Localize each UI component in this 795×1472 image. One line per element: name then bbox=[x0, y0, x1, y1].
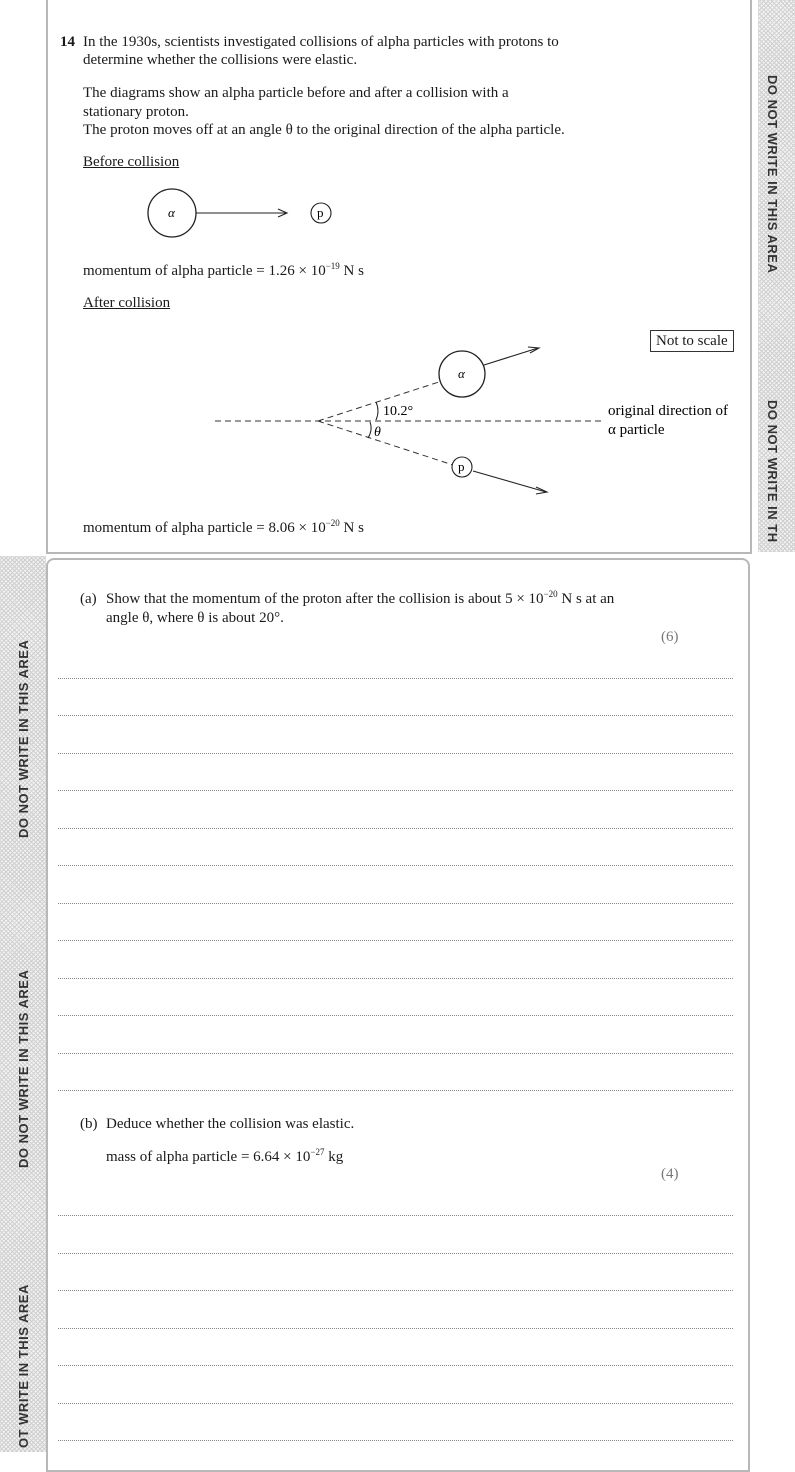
after-collision-diagram bbox=[200, 340, 760, 505]
answer-line-b7[interactable] bbox=[58, 1440, 733, 1441]
part-a-line-2: angle θ, where θ is about 20°. bbox=[106, 610, 284, 626]
original-direction-label-2: α particle bbox=[608, 422, 665, 438]
desc-line-1: The diagrams show an alpha particle before and after a collision with a bbox=[83, 85, 509, 101]
answer-line-b4[interactable] bbox=[58, 1328, 733, 1329]
alpha-path-dashed bbox=[318, 381, 442, 421]
angle-arc-lower bbox=[368, 422, 371, 438]
answer-line-b6[interactable] bbox=[58, 1403, 733, 1404]
desc-line-3: The proton moves off at an angle θ to the original direction of the alpha particle. bbox=[83, 122, 565, 138]
alpha-after-arrow bbox=[484, 348, 538, 365]
proton-path-dashed bbox=[318, 421, 453, 465]
intro-line-2: determine whether the collisions were elastic. bbox=[83, 52, 358, 68]
momentum-after: momentum of alpha particle = $8.06 \times 10^{-20}$ N s bbox=[83, 518, 364, 536]
part-a-marks: (6) bbox=[661, 629, 679, 645]
margin-warning-right-bottom: DO NOT WRITE IN TH bbox=[765, 400, 780, 543]
part-b-text: Deduce whether the collision was elastic. bbox=[106, 1116, 355, 1132]
proton-after-arrow bbox=[473, 471, 546, 492]
answer-line-a8[interactable] bbox=[58, 940, 733, 941]
answer-line-b1[interactable] bbox=[58, 1215, 733, 1216]
before-collision-heading: Before collision bbox=[83, 154, 180, 170]
answer-line-a5[interactable] bbox=[58, 828, 733, 829]
answer-line-a6[interactable] bbox=[58, 865, 733, 866]
intro-line-1: In the 1930s, scientists investigated collisions of alpha particles with protons to bbox=[83, 34, 559, 50]
original-direction-label-1: original direction of bbox=[608, 403, 728, 419]
proton-symbol: p bbox=[317, 205, 324, 220]
proton-after-symbol: p bbox=[458, 459, 465, 474]
answer-line-a2[interactable] bbox=[58, 715, 733, 716]
answer-line-a7[interactable] bbox=[58, 903, 733, 904]
answer-line-a4[interactable] bbox=[58, 790, 733, 791]
not-to-scale-label: Not to scale bbox=[650, 330, 734, 352]
answer-line-b5[interactable] bbox=[58, 1365, 733, 1366]
answer-line-a10[interactable] bbox=[58, 1015, 733, 1016]
answer-line-a9[interactable] bbox=[58, 978, 733, 979]
answer-line-a11[interactable] bbox=[58, 1053, 733, 1054]
answer-line-a3[interactable] bbox=[58, 753, 733, 754]
desc-line-2: stationary proton. bbox=[83, 104, 189, 120]
part-b-marks: (4) bbox=[661, 1166, 679, 1182]
alpha-after-arrowhead bbox=[528, 347, 539, 353]
margin-warning-left-2: DO NOT WRITE IN THIS AREA bbox=[16, 969, 31, 1168]
before-collision-diagram bbox=[140, 185, 340, 241]
momentum-before: momentum of alpha particle = $1.26 \times 10^{-19}$ N s bbox=[83, 261, 364, 279]
part-b-label: (b) bbox=[80, 1116, 98, 1132]
part-a-line-1: Show that the momentum of the proton after the collision is about $5 \times 10^{-20}$ N s at an bbox=[106, 589, 615, 607]
margin-warning-left-1: DO NOT WRITE IN THIS AREA bbox=[16, 639, 31, 838]
part-b-mass: mass of alpha particle = $6.64 \times 10^{-27}$ kg bbox=[106, 1147, 344, 1165]
part-a-label: (a) bbox=[80, 591, 97, 607]
angle-label-10-2: 10.2° bbox=[383, 404, 414, 419]
angle-arc-upper bbox=[376, 402, 378, 420]
answer-line-a1[interactable] bbox=[58, 678, 733, 679]
answer-line-b3[interactable] bbox=[58, 1290, 733, 1291]
margin-warning-left-3: OT WRITE IN THIS AREA bbox=[16, 1284, 31, 1448]
margin-warning-right-top: DO NOT WRITE IN THIS AREA bbox=[765, 75, 780, 274]
answer-line-b2[interactable] bbox=[58, 1253, 733, 1254]
theta-label: θ bbox=[374, 425, 381, 440]
alpha-after-symbol: α bbox=[458, 366, 465, 381]
answer-line-a12[interactable] bbox=[58, 1090, 733, 1091]
after-collision-heading: After collision bbox=[83, 295, 171, 311]
question-number: 14 bbox=[60, 34, 75, 50]
alpha-symbol: α bbox=[168, 205, 175, 220]
